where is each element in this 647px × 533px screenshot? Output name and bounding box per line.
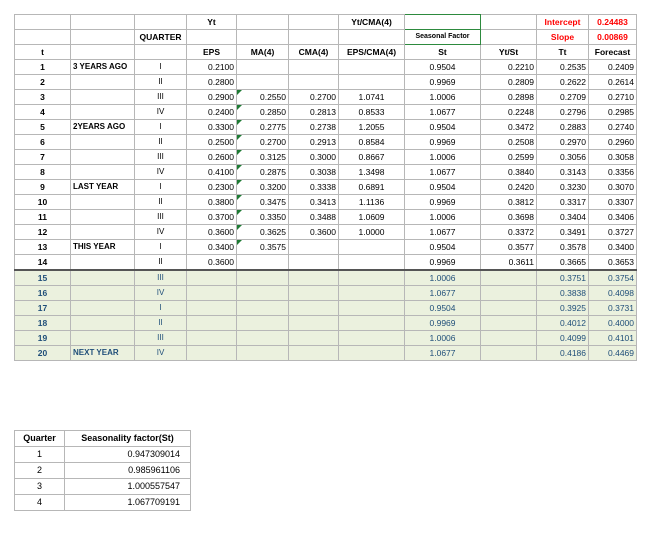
selected-cell[interactable]: [405, 15, 481, 30]
seasonality-row: [15, 495, 191, 511]
forecast-table: [14, 14, 637, 361]
st-cell[interactable]: 0.9969: [405, 75, 481, 90]
eps-cma4-cell[interactable]: 1.3498: [339, 165, 405, 180]
cell[interactable]: [71, 15, 135, 30]
eps-cell[interactable]: 0.4100: [187, 165, 237, 180]
cma4-cell[interactable]: 0.3600: [289, 225, 339, 240]
eps-cell[interactable]: 0.2400: [187, 105, 237, 120]
period-cell[interactable]: 8: [15, 165, 71, 180]
table-row: [15, 316, 637, 331]
quarter-number-cell[interactable]: 2: [15, 463, 65, 479]
segment-cell[interactable]: 3 YEARS AGO: [71, 60, 135, 75]
segment-cell[interactable]: [71, 301, 135, 316]
quarter-cell[interactable]: III: [135, 210, 187, 225]
yt-st-cell[interactable]: 0.3611: [481, 255, 537, 271]
yt-st-cell[interactable]: 0.3372: [481, 225, 537, 240]
ma4-cell[interactable]: 0.2550: [237, 90, 289, 105]
eps-cma4-cell[interactable]: [339, 75, 405, 90]
table-row: [15, 75, 637, 90]
tt-cell[interactable]: 0.3751: [537, 270, 589, 286]
ma4-cell[interactable]: [237, 346, 289, 361]
eps-cell[interactable]: 0.3300: [187, 120, 237, 135]
yt-st-cell[interactable]: 0.2210: [481, 60, 537, 75]
quarter-cell[interactable]: I: [135, 240, 187, 255]
st-cell[interactable]: 1.0677: [405, 165, 481, 180]
cma4-cell[interactable]: [289, 60, 339, 75]
table-row: [15, 60, 637, 75]
quarter-cell[interactable]: I: [135, 301, 187, 316]
seasonality-factor-cell[interactable]: 0.947309014: [65, 447, 191, 463]
st-cell[interactable]: 1.0006: [405, 270, 481, 286]
forecast-cell[interactable]: 0.2985: [589, 105, 637, 120]
period-cell[interactable]: 2: [15, 75, 71, 90]
forecast-cell[interactable]: 0.3754: [589, 270, 637, 286]
quarter-cell[interactable]: III: [135, 90, 187, 105]
slope-label[interactable]: Slope: [537, 30, 589, 45]
segment-cell[interactable]: [71, 165, 135, 180]
seasonality-row: [15, 447, 191, 463]
cma4-cell[interactable]: [289, 255, 339, 271]
eps-cma4-cell[interactable]: [339, 301, 405, 316]
st-cell[interactable]: 0.9969: [405, 135, 481, 150]
forecast-cell[interactable]: 0.2409: [589, 60, 637, 75]
ma4-cell[interactable]: 0.3475: [237, 195, 289, 210]
eps-cma4-cell[interactable]: [339, 240, 405, 255]
eps-header[interactable]: EPS: [187, 45, 237, 60]
yt-st-cell[interactable]: 0.3472: [481, 120, 537, 135]
ma4-cell[interactable]: [237, 301, 289, 316]
tt-cell[interactable]: 0.3925: [537, 301, 589, 316]
eps-cell[interactable]: 0.3400: [187, 240, 237, 255]
yt-st-cell[interactable]: 0.3698: [481, 210, 537, 225]
segment-cell[interactable]: [71, 225, 135, 240]
table-row: [15, 210, 637, 225]
forecast-cell[interactable]: 0.3356: [589, 165, 637, 180]
seasonality-factor-cell[interactable]: 1.067709191: [65, 495, 191, 511]
st-cell[interactable]: 1.0006: [405, 150, 481, 165]
segment-cell[interactable]: [71, 210, 135, 225]
tt-cell[interactable]: 0.3230: [537, 180, 589, 195]
table-row: [15, 331, 637, 346]
st-cell[interactable]: 0.9504: [405, 120, 481, 135]
quarter-cell[interactable]: I: [135, 60, 187, 75]
ma4-cell[interactable]: 0.2875: [237, 165, 289, 180]
eps-cell[interactable]: [187, 346, 237, 361]
seasonal-factor-header[interactable]: Seasonal Factor: [405, 30, 481, 45]
quarter-cell[interactable]: II: [135, 255, 187, 271]
period-cell[interactable]: 1: [15, 60, 71, 75]
header-row-3: [15, 45, 637, 60]
eps-cell[interactable]: 0.2800: [187, 75, 237, 90]
ma4-cell[interactable]: 0.3625: [237, 225, 289, 240]
header-row-2: [15, 30, 637, 45]
st-cell[interactable]: 0.9504: [405, 60, 481, 75]
ma4-header[interactable]: MA(4): [237, 45, 289, 60]
ma4-cell[interactable]: [237, 331, 289, 346]
table-row: [15, 195, 637, 210]
quarter-cell[interactable]: IV: [135, 286, 187, 301]
period-cell[interactable]: 17: [15, 301, 71, 316]
st-cell[interactable]: 0.9504: [405, 240, 481, 255]
seasonality-factor-cell[interactable]: 1.000557547: [65, 479, 191, 495]
quarter-cell[interactable]: IV: [135, 346, 187, 361]
eps-cma4-cell[interactable]: 0.6891: [339, 180, 405, 195]
yt-st-header[interactable]: Yt/St: [481, 45, 537, 60]
st-cell[interactable]: 1.0677: [405, 225, 481, 240]
yt-st-cell[interactable]: 0.2508: [481, 135, 537, 150]
eps-cell[interactable]: [187, 316, 237, 331]
quarter-cell[interactable]: IV: [135, 225, 187, 240]
eps-cell[interactable]: 0.2100: [187, 60, 237, 75]
segment-cell[interactable]: [71, 90, 135, 105]
cma4-cell[interactable]: 0.3038: [289, 165, 339, 180]
yt-st-cell[interactable]: 0.2898: [481, 90, 537, 105]
tt-cell[interactable]: 0.4012: [537, 316, 589, 331]
cma4-cell[interactable]: [289, 75, 339, 90]
table-row: [15, 301, 637, 316]
table-row: [15, 120, 637, 135]
period-cell[interactable]: 6: [15, 135, 71, 150]
cell[interactable]: [187, 30, 237, 45]
eps-cma4-cell[interactable]: 1.1136: [339, 195, 405, 210]
eps-cell[interactable]: 0.2600: [187, 150, 237, 165]
ma4-cell[interactable]: [237, 316, 289, 331]
ma4-cell[interactable]: 0.3125: [237, 150, 289, 165]
cell[interactable]: [71, 30, 135, 45]
forecast-cell[interactable]: 0.2740: [589, 120, 637, 135]
forecast-cell[interactable]: 0.4469: [589, 346, 637, 361]
segment-cell[interactable]: [71, 255, 135, 271]
forecast-cell[interactable]: 0.2960: [589, 135, 637, 150]
tt-cell[interactable]: 0.3143: [537, 165, 589, 180]
st-cell[interactable]: 1.0677: [405, 105, 481, 120]
forecast-cell[interactable]: 0.3653: [589, 255, 637, 271]
eps-cell[interactable]: 0.2900: [187, 90, 237, 105]
eps-cell[interactable]: 0.2500: [187, 135, 237, 150]
period-cell[interactable]: 11: [15, 210, 71, 225]
segment-cell[interactable]: [71, 105, 135, 120]
quarter-header[interactable]: QUARTER: [135, 30, 187, 45]
tt-header[interactable]: Tt: [537, 45, 589, 60]
eps-cma4-header[interactable]: EPS/CMA(4): [339, 45, 405, 60]
cell[interactable]: [135, 45, 187, 60]
table-row: [15, 135, 637, 150]
st-cell[interactable]: 0.9969: [405, 316, 481, 331]
ma4-cell[interactable]: 0.2775: [237, 120, 289, 135]
eps-cma4-cell[interactable]: 0.8584: [339, 135, 405, 150]
table-row: [15, 165, 637, 180]
forecast-cell[interactable]: 0.4000: [589, 316, 637, 331]
segment-cell[interactable]: LAST YEAR: [71, 180, 135, 195]
tt-cell[interactable]: 0.2796: [537, 105, 589, 120]
eps-cma4-cell[interactable]: 0.8533: [339, 105, 405, 120]
eps-cma4-cell[interactable]: [339, 331, 405, 346]
yt-st-cell[interactable]: [481, 270, 537, 286]
forecast-cell[interactable]: 0.4098: [589, 286, 637, 301]
eps-cell[interactable]: 0.3600: [187, 255, 237, 271]
period-cell[interactable]: 5: [15, 120, 71, 135]
st-cell[interactable]: 1.0006: [405, 331, 481, 346]
yt-st-cell[interactable]: 0.3577: [481, 240, 537, 255]
tt-cell[interactable]: 0.3404: [537, 210, 589, 225]
yt-st-cell[interactable]: [481, 301, 537, 316]
ma4-cell[interactable]: [237, 75, 289, 90]
table-row: [15, 286, 637, 301]
period-cell[interactable]: 19: [15, 331, 71, 346]
yt-st-cell[interactable]: [481, 286, 537, 301]
eps-cma4-cell[interactable]: 1.2055: [339, 120, 405, 135]
cell[interactable]: [481, 15, 537, 30]
period-cell[interactable]: 14: [15, 255, 71, 271]
ma4-cell[interactable]: 0.3575: [237, 240, 289, 255]
ma4-cell[interactable]: 0.3350: [237, 210, 289, 225]
cell[interactable]: [15, 15, 71, 30]
eps-cell[interactable]: 0.3700: [187, 210, 237, 225]
quarter-number-cell[interactable]: 3: [15, 479, 65, 495]
eps-cma4-cell[interactable]: [339, 255, 405, 271]
eps-cma4-cell[interactable]: 1.0609: [339, 210, 405, 225]
quarter-cell[interactable]: I: [135, 120, 187, 135]
quarter-cell[interactable]: III: [135, 331, 187, 346]
table-row: [15, 255, 637, 271]
eps-cma4-cell[interactable]: [339, 316, 405, 331]
table-row: [15, 270, 637, 286]
yt-st-cell[interactable]: 0.2248: [481, 105, 537, 120]
quarter-number-cell[interactable]: 1: [15, 447, 65, 463]
tt-cell[interactable]: 0.3317: [537, 195, 589, 210]
quarter-cell[interactable]: II: [135, 316, 187, 331]
yt-st-cell[interactable]: 0.2420: [481, 180, 537, 195]
tt-cell[interactable]: 0.3491: [537, 225, 589, 240]
yt-cma-header[interactable]: Yt/CMA(4): [339, 15, 405, 30]
eps-cell[interactable]: [187, 301, 237, 316]
ma4-cell[interactable]: [237, 255, 289, 271]
table-row: [15, 240, 637, 255]
quarter-number-cell[interactable]: 4: [15, 495, 65, 511]
forecast-cell[interactable]: 0.3731: [589, 301, 637, 316]
cma4-cell[interactable]: 0.2738: [289, 120, 339, 135]
forecast-cell[interactable]: 0.3727: [589, 225, 637, 240]
eps-cma4-cell[interactable]: 0.8667: [339, 150, 405, 165]
ma4-cell[interactable]: 0.2850: [237, 105, 289, 120]
segment-cell[interactable]: [71, 331, 135, 346]
tt-cell[interactable]: 0.3578: [537, 240, 589, 255]
cma4-header[interactable]: CMA(4): [289, 45, 339, 60]
eps-cma4-cell[interactable]: 1.0000: [339, 225, 405, 240]
tt-cell[interactable]: 0.2709: [537, 90, 589, 105]
yt-st-cell[interactable]: [481, 346, 537, 361]
table-row: [15, 105, 637, 120]
tt-cell[interactable]: 0.3665: [537, 255, 589, 271]
segment-cell[interactable]: [71, 316, 135, 331]
table-row: [15, 90, 637, 105]
segment-cell[interactable]: [71, 270, 135, 286]
st-header[interactable]: St: [405, 45, 481, 60]
eps-cell[interactable]: [187, 331, 237, 346]
forecast-cell[interactable]: 0.3307: [589, 195, 637, 210]
segment-cell[interactable]: THIS YEAR: [71, 240, 135, 255]
yt-st-cell[interactable]: 0.2809: [481, 75, 537, 90]
cell[interactable]: [289, 15, 339, 30]
eps-cell[interactable]: [187, 286, 237, 301]
yt-st-cell[interactable]: 0.3812: [481, 195, 537, 210]
eps-cma4-cell[interactable]: [339, 346, 405, 361]
st-cell[interactable]: 0.9969: [405, 255, 481, 271]
table-row: [15, 225, 637, 240]
period-cell[interactable]: 7: [15, 150, 71, 165]
ma4-cell[interactable]: 0.3200: [237, 180, 289, 195]
eps-cma4-cell[interactable]: [339, 60, 405, 75]
yt-st-cell[interactable]: 0.2599: [481, 150, 537, 165]
seasonality-factor-header[interactable]: Seasonality factor(St): [65, 431, 191, 447]
seasonality-row: [15, 479, 191, 495]
cma4-cell[interactable]: [289, 240, 339, 255]
table-row: [15, 180, 637, 195]
forecast-cell[interactable]: 0.2614: [589, 75, 637, 90]
tt-cell[interactable]: 0.4099: [537, 331, 589, 346]
tt-cell[interactable]: 0.2535: [537, 60, 589, 75]
cell[interactable]: [237, 15, 289, 30]
t-header[interactable]: t: [15, 45, 71, 60]
forecast-cell[interactable]: 0.3058: [589, 150, 637, 165]
st-cell[interactable]: 0.9504: [405, 180, 481, 195]
cell[interactable]: [15, 30, 71, 45]
period-cell[interactable]: 10: [15, 195, 71, 210]
cell[interactable]: [135, 15, 187, 30]
forecast-cell[interactable]: 0.3400: [589, 240, 637, 255]
yt-st-cell[interactable]: [481, 331, 537, 346]
eps-cell[interactable]: [187, 270, 237, 286]
tt-cell[interactable]: 0.2622: [537, 75, 589, 90]
segment-cell[interactable]: [71, 75, 135, 90]
tt-cell[interactable]: 0.3056: [537, 150, 589, 165]
segment-cell[interactable]: [71, 135, 135, 150]
eps-cma4-cell[interactable]: [339, 270, 405, 286]
yt-header[interactable]: Yt: [187, 15, 237, 30]
cma4-cell[interactable]: [289, 301, 339, 316]
st-cell[interactable]: 0.9969: [405, 195, 481, 210]
quarter-cell[interactable]: I: [135, 180, 187, 195]
st-cell[interactable]: 1.0006: [405, 90, 481, 105]
tt-cell[interactable]: 0.2883: [537, 120, 589, 135]
st-cell[interactable]: 1.0006: [405, 210, 481, 225]
cma4-cell[interactable]: 0.3413: [289, 195, 339, 210]
table-row: [15, 150, 637, 165]
quarter-cell[interactable]: II: [135, 135, 187, 150]
eps-cell[interactable]: 0.2300: [187, 180, 237, 195]
intercept-value[interactable]: 0.24483: [589, 15, 637, 30]
segment-cell[interactable]: [71, 195, 135, 210]
intercept-label[interactable]: Intercept: [537, 15, 589, 30]
tt-cell[interactable]: 0.2970: [537, 135, 589, 150]
ma4-cell[interactable]: 0.2700: [237, 135, 289, 150]
quarter-cell[interactable]: IV: [135, 105, 187, 120]
period-cell[interactable]: 20: [15, 346, 71, 361]
quarter-cell[interactable]: II: [135, 75, 187, 90]
seasonality-header-row: [15, 431, 191, 447]
cma4-cell[interactable]: 0.2700: [289, 90, 339, 105]
cell[interactable]: [71, 45, 135, 60]
tt-cell[interactable]: 0.4186: [537, 346, 589, 361]
segment-cell[interactable]: NEXT YEAR: [71, 346, 135, 361]
seasonality-row: [15, 463, 191, 479]
segment-cell[interactable]: 2YEARS AGO: [71, 120, 135, 135]
tt-cell[interactable]: 0.3838: [537, 286, 589, 301]
period-cell[interactable]: 18: [15, 316, 71, 331]
cell[interactable]: [339, 30, 405, 45]
yt-st-cell[interactable]: [481, 316, 537, 331]
header-row-1: [15, 15, 637, 30]
quarter-col-header[interactable]: Quarter: [15, 431, 65, 447]
segment-cell[interactable]: [71, 150, 135, 165]
period-cell[interactable]: 9: [15, 180, 71, 195]
cell[interactable]: [289, 30, 339, 45]
cma4-cell[interactable]: [289, 270, 339, 286]
seasonality-factor-cell[interactable]: 0.985961106: [65, 463, 191, 479]
cma4-cell[interactable]: [289, 331, 339, 346]
forecast-cell[interactable]: 0.3070: [589, 180, 637, 195]
cma4-cell[interactable]: 0.2813: [289, 105, 339, 120]
ma4-cell[interactable]: [237, 270, 289, 286]
cma4-cell[interactable]: 0.3000: [289, 150, 339, 165]
cell[interactable]: [481, 30, 537, 45]
quarter-cell[interactable]: III: [135, 150, 187, 165]
eps-cma4-cell[interactable]: 1.0741: [339, 90, 405, 105]
table-row: [15, 346, 637, 361]
forecast-header[interactable]: Forecast: [589, 45, 637, 60]
ma4-cell[interactable]: [237, 286, 289, 301]
period-cell[interactable]: 15: [15, 270, 71, 286]
quarter-cell[interactable]: III: [135, 270, 187, 286]
period-cell[interactable]: 4: [15, 105, 71, 120]
st-cell[interactable]: 1.0677: [405, 286, 481, 301]
period-cell[interactable]: 16: [15, 286, 71, 301]
forecast-cell[interactable]: 0.4101: [589, 331, 637, 346]
cell[interactable]: [237, 30, 289, 45]
quarter-cell[interactable]: II: [135, 195, 187, 210]
forecast-cell[interactable]: 0.3406: [589, 210, 637, 225]
cma4-cell[interactable]: 0.3488: [289, 210, 339, 225]
forecast-cell[interactable]: 0.2710: [589, 90, 637, 105]
slope-value[interactable]: 0.00869: [589, 30, 637, 45]
st-cell[interactable]: 0.9504: [405, 301, 481, 316]
cma4-cell[interactable]: [289, 286, 339, 301]
seasonality-table: [14, 430, 191, 511]
eps-cell[interactable]: 0.3800: [187, 195, 237, 210]
quarter-cell[interactable]: IV: [135, 165, 187, 180]
yt-st-cell[interactable]: 0.3840: [481, 165, 537, 180]
eps-cell[interactable]: 0.3600: [187, 225, 237, 240]
cma4-cell[interactable]: [289, 346, 339, 361]
cma4-cell[interactable]: 0.3338: [289, 180, 339, 195]
period-cell[interactable]: 12: [15, 225, 71, 240]
ma4-cell[interactable]: [237, 60, 289, 75]
period-cell[interactable]: 13: [15, 240, 71, 255]
eps-cma4-cell[interactable]: [339, 286, 405, 301]
cma4-cell[interactable]: [289, 316, 339, 331]
segment-cell[interactable]: [71, 286, 135, 301]
period-cell[interactable]: 3: [15, 90, 71, 105]
cma4-cell[interactable]: 0.2913: [289, 135, 339, 150]
st-cell[interactable]: 1.0677: [405, 346, 481, 361]
